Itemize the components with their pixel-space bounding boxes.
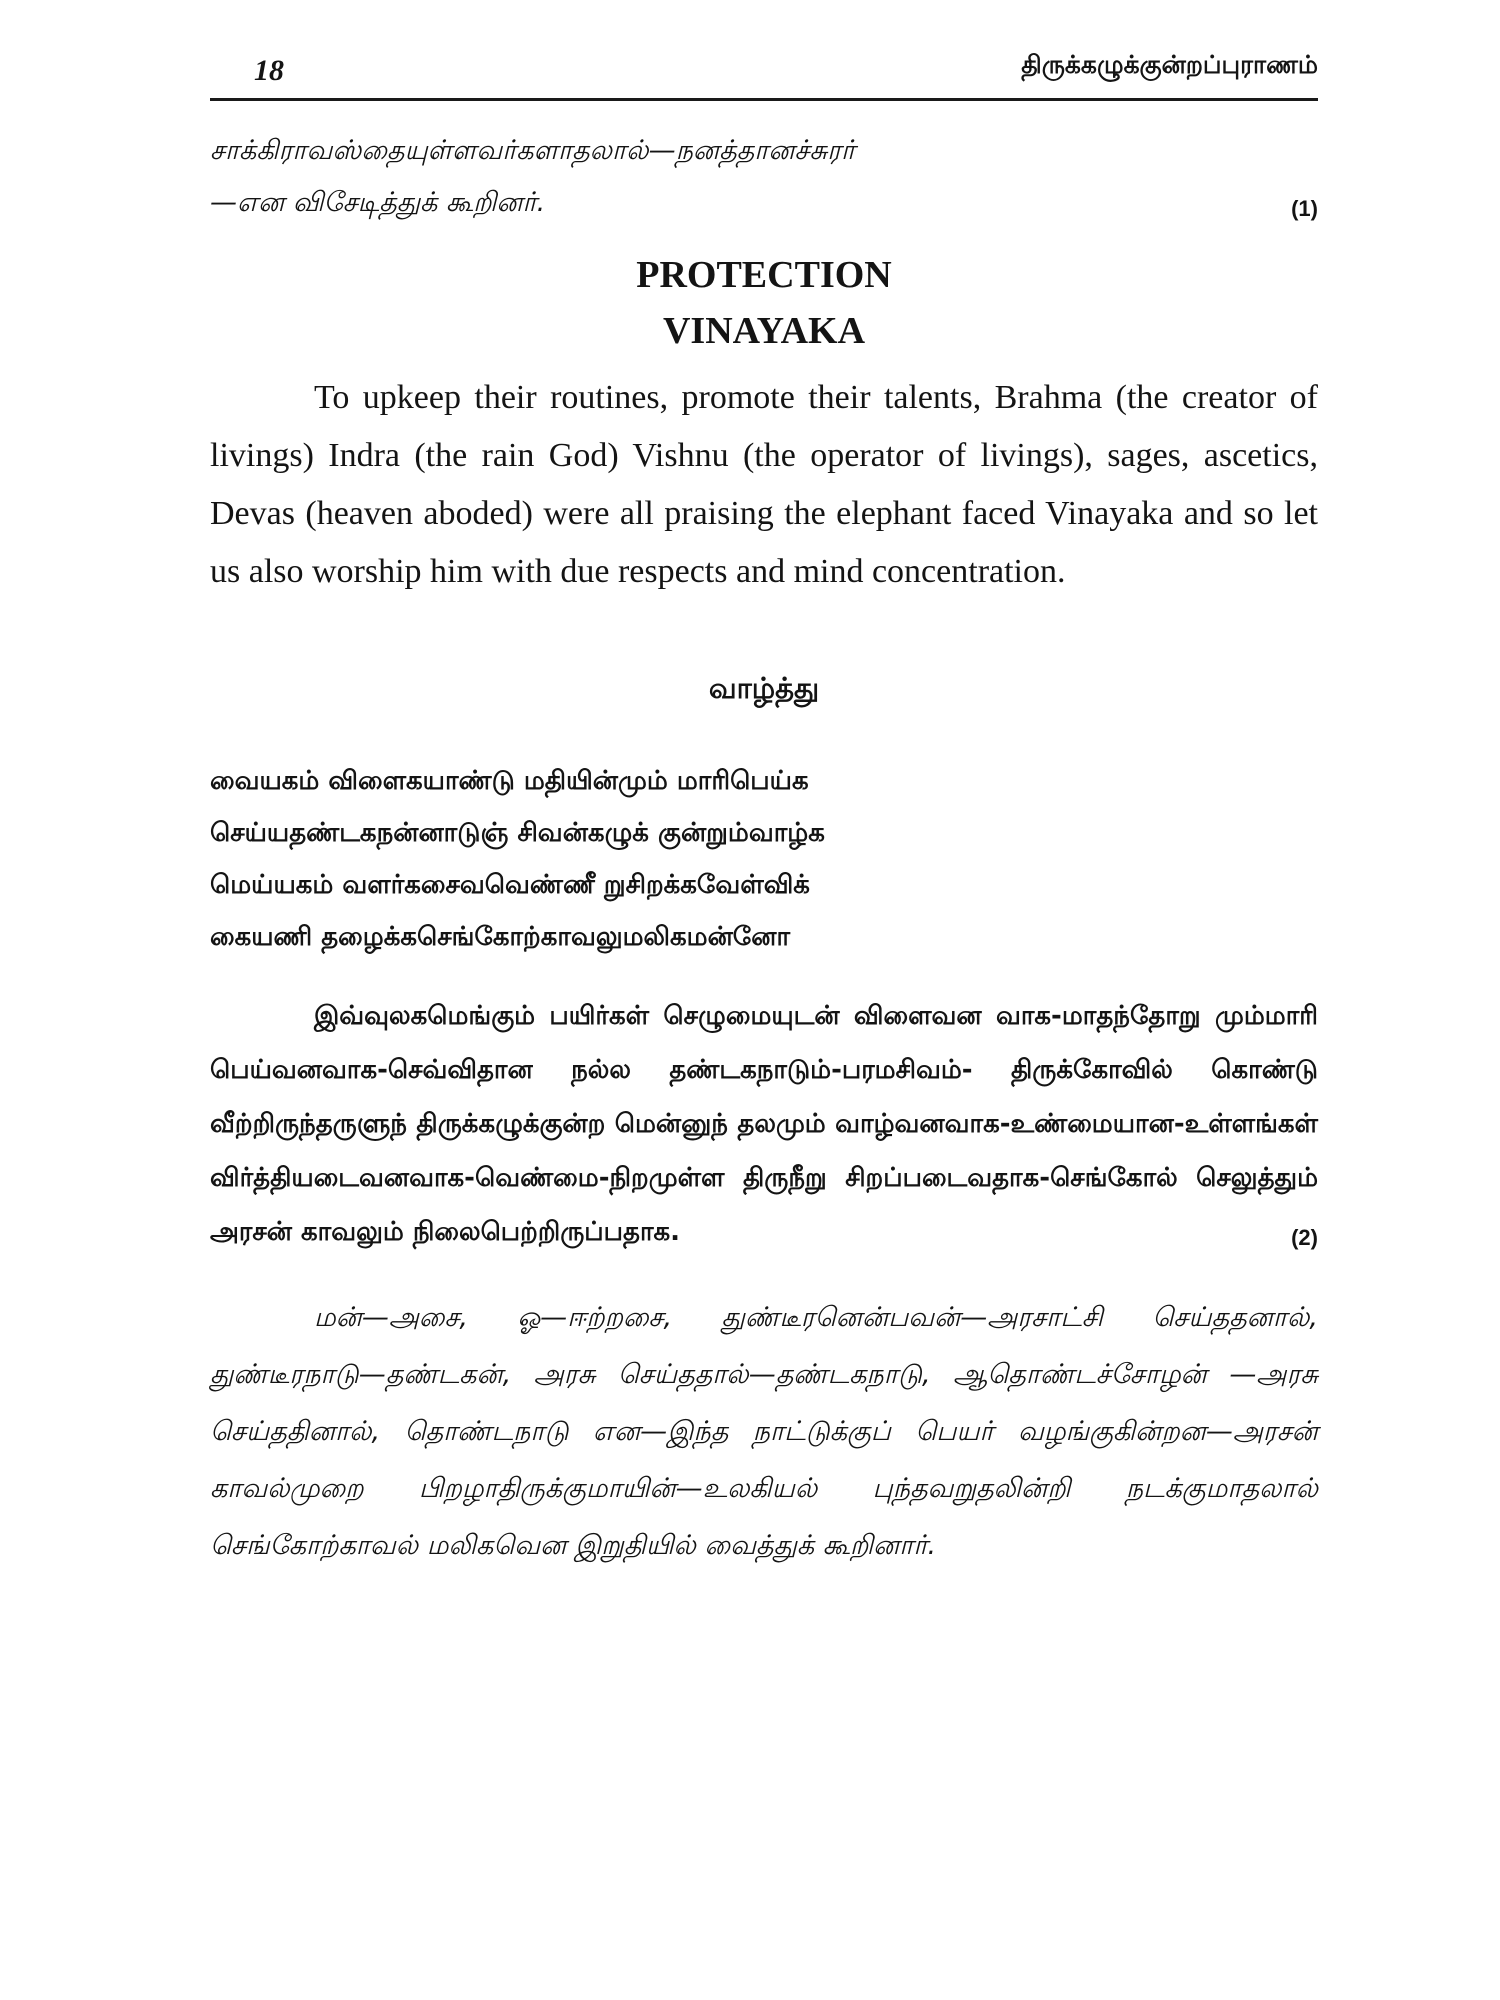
section-heading-line: VINAYAKA	[662, 310, 866, 352]
verse-line: மெய்யகம் வளர்கசைவவெண்ணீ றுசிறக்கவேள்விக்	[210, 870, 810, 900]
previous-note-line: சாக்கிராவஸ்தையுள்ளவர்களாதலால்—நனத்தானச்சுரர்	[210, 135, 856, 166]
verse-line: கையணி தழைக்கசெங்கோற்காவலுமலிகமன்னோ	[210, 922, 791, 952]
verse-block	[210, 755, 1318, 963]
book-title: திருக்கழுக்குன்றப்புராணம்	[1021, 50, 1318, 79]
previous-note-line	[210, 177, 1318, 229]
running-header	[210, 40, 1318, 101]
previous-note	[210, 125, 1318, 229]
blessing-title: வாழ்த்து	[708, 671, 820, 705]
commentary-paragraph: மன்—அசை, ஓ—ஈற்றசை, துண்டீரனென்பவன்—அரசாட்சி செய்ததனால், துண்டீரநாடு—தண்டகன், அரசு செய்ததால்—தண்டகநாடு, ஆதொண்டச்சோழன் —அரசு செய்ததினால், தொண்டநாடு என—இந்த நாட்டுக்குப் பெயர் வழங்குகின்றன—அரசன் காவல்முறை பிறழாதிருக்குமாயின்—உலகியல் புந்தவறுதலின்றி நடக்குமாதலால் செங்கோற்காவல் மலிகவென இறுதியில் வைத்துக் கூறினார்.	[210, 1302, 1318, 1561]
section-heading	[210, 247, 1318, 359]
verse-meaning-text: இவ்வுலகமெங்கும் பயிர்கள் செழுமையுடன் விளைவன வாக-மாதந்தோறு மும்மாரி பெய்வனவாக-செவ்விதான நல்ல தண்டகநாடும்-பரமசிவம்- திருக்கோவில் கொண்டு வீற்றிருந்தருளுந் திருக்கழுக்குன்ற மென்னுந் தலமும் வாழ்வனவாக-உண்மையான-உள்ளங்கள் விர்த்தியடைவனவாக-வெண்மை-நிறமுள்ள திருநீறு சிறப்படைவதாக-செங்கோல் செலுத்தும் அரசன் காவலும் நிலைபெற்றிருப்பதாக.	[210, 1001, 1318, 1247]
verse-line: வையகம் விளைகயாண்டு மதியின்மும் மாரிபெய்க	[210, 766, 809, 796]
note-number: (1)	[1291, 196, 1318, 221]
english-paragraph: To upkeep their routines, promote their talents, Brahma (the creator of livings) Indra (the rain God) Vishnu (the operator of livings), sages, ascetics, Devas (heaven aboded) were all praising the elephant faced Vinayaka and so let us also worship him with due respects and mind concentration.	[210, 379, 1318, 590]
previous-note-text: —என விசேடித்துக் கூறினர்.	[210, 187, 546, 218]
verse-meaning	[210, 989, 1318, 1259]
verse-number: (2)	[1291, 1225, 1318, 1250]
page-number: 18	[254, 54, 284, 87]
section-heading-line: PROTECTION	[636, 254, 892, 296]
verse-line: செய்யதண்டகநன்னாடுஞ் சிவன்கழுக் குன்றும்வாழ்க	[210, 818, 825, 848]
book-page	[210, 40, 1318, 1574]
